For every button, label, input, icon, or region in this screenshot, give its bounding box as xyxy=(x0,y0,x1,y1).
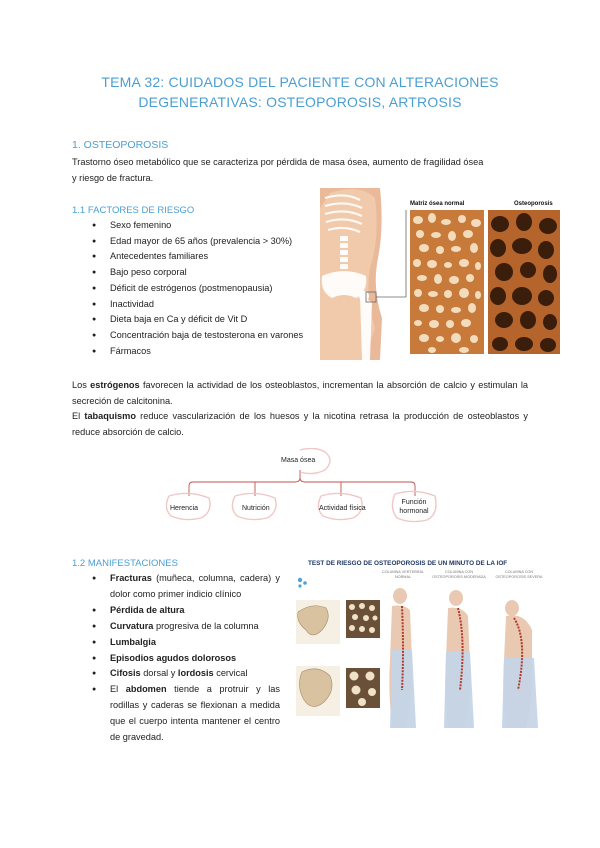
bone-mass-diagram xyxy=(155,448,455,528)
definition-text: Trastorno óseo metabólico que se caracteriza por pérdida de masa ósea, aumento de fragilidad ósea y riesgo de fractura. xyxy=(72,157,484,183)
manifestation-list xyxy=(92,571,280,746)
posture-figure xyxy=(292,560,554,730)
section-heading-osteoporosis: 1. OSTEOPOROSIS xyxy=(72,139,169,151)
list-item: ● El abdomen tiende a protruir y las rodillas y caderas se flexionan a medida que el cuerpo intenta mantener el centro de gravedad. xyxy=(92,682,280,746)
list-item: ● Lumbalgia xyxy=(92,635,280,651)
col-label-moderate: COLUMNA CON OSTEOPOROSIS MODERADA xyxy=(432,570,486,579)
risk-factor-list xyxy=(92,218,332,359)
list-item: ● Déficit de estrógenos (postmenopausia) xyxy=(92,281,332,297)
section-heading-manifestations: 1.2 MANIFESTACIONES xyxy=(72,558,178,569)
label-normal-matrix: Matriz ósea normal xyxy=(410,201,465,207)
list-item: ● Episodios agudos dolorosos xyxy=(92,651,280,667)
list-item: ● Edad mayor de 65 años (prevalencia > 30%) xyxy=(92,234,332,250)
list-item: ● Dieta baja en Ca y déficit de Vit D xyxy=(92,312,332,328)
label-osteoporosis: Osteoporosis xyxy=(514,201,553,207)
diagram-node-herencia: Herencia xyxy=(170,505,199,512)
posture-figure-title: TEST DE RIESGO DE OSTEOPOROSIS DE UN MINUTO DE LA IOF xyxy=(308,560,508,567)
page-title: TEMA 32: CUIDADOS DEL PACIENTE CON ALTERACIONES DEGENERATIVAS: OSTEOPOROSIS, ARTROSIS xyxy=(101,74,499,110)
section-heading-risk-factors: 1.1 FACTORES DE RIESGO xyxy=(72,205,195,216)
diagram-node-nutricion: Nutrición xyxy=(242,505,270,512)
diagram-root: Masa ósea xyxy=(281,457,316,464)
list-item: ● Fracturas (muñeca, columna, cadera) y dolor como primer indicio clínico xyxy=(92,571,280,603)
diagram-node-actividad: Actividad física xyxy=(319,505,366,512)
list-item: ● Cifosis dorsal y lordosis cervical xyxy=(92,666,280,682)
list-item: ● Sexo femenino xyxy=(92,218,332,234)
col-label-normal: COLUMNA VERTEBRAL NORMAL xyxy=(381,570,425,579)
list-item: ● Bajo peso corporal xyxy=(92,265,332,281)
list-item: ● Fármacos xyxy=(92,344,332,360)
bone-matrix-figure xyxy=(320,188,560,360)
list-item: ● Antecedentes familiares xyxy=(92,249,332,265)
posture-illustration xyxy=(292,560,554,730)
list-item: ● Inactividad xyxy=(92,297,332,313)
col-label-severe: COLUMNA CON OSTEOPOROSIS SEVERA xyxy=(495,570,543,579)
skeleton-illustration xyxy=(320,188,560,360)
smoking-paragraph: El tabaquismo reduce vascularización de los huesos y la nicotina retrasa la producción de osteoblastos y reduce absorción de calcio. xyxy=(72,411,528,437)
estrogen-paragraph: Los estrógenos favorecen la actividad de los osteoblastos, incrementan la absorción de calcio y estimulan la secreción de calcitonina. xyxy=(72,380,529,406)
diagram-node-funcion-hormonal: Función hormonal xyxy=(399,499,429,515)
list-item: ● Curvatura progresiva de la columna xyxy=(92,619,280,635)
list-item: ● Pérdida de altura xyxy=(92,603,280,619)
list-item: ● Concentración baja de testosterona en varones xyxy=(92,328,332,344)
